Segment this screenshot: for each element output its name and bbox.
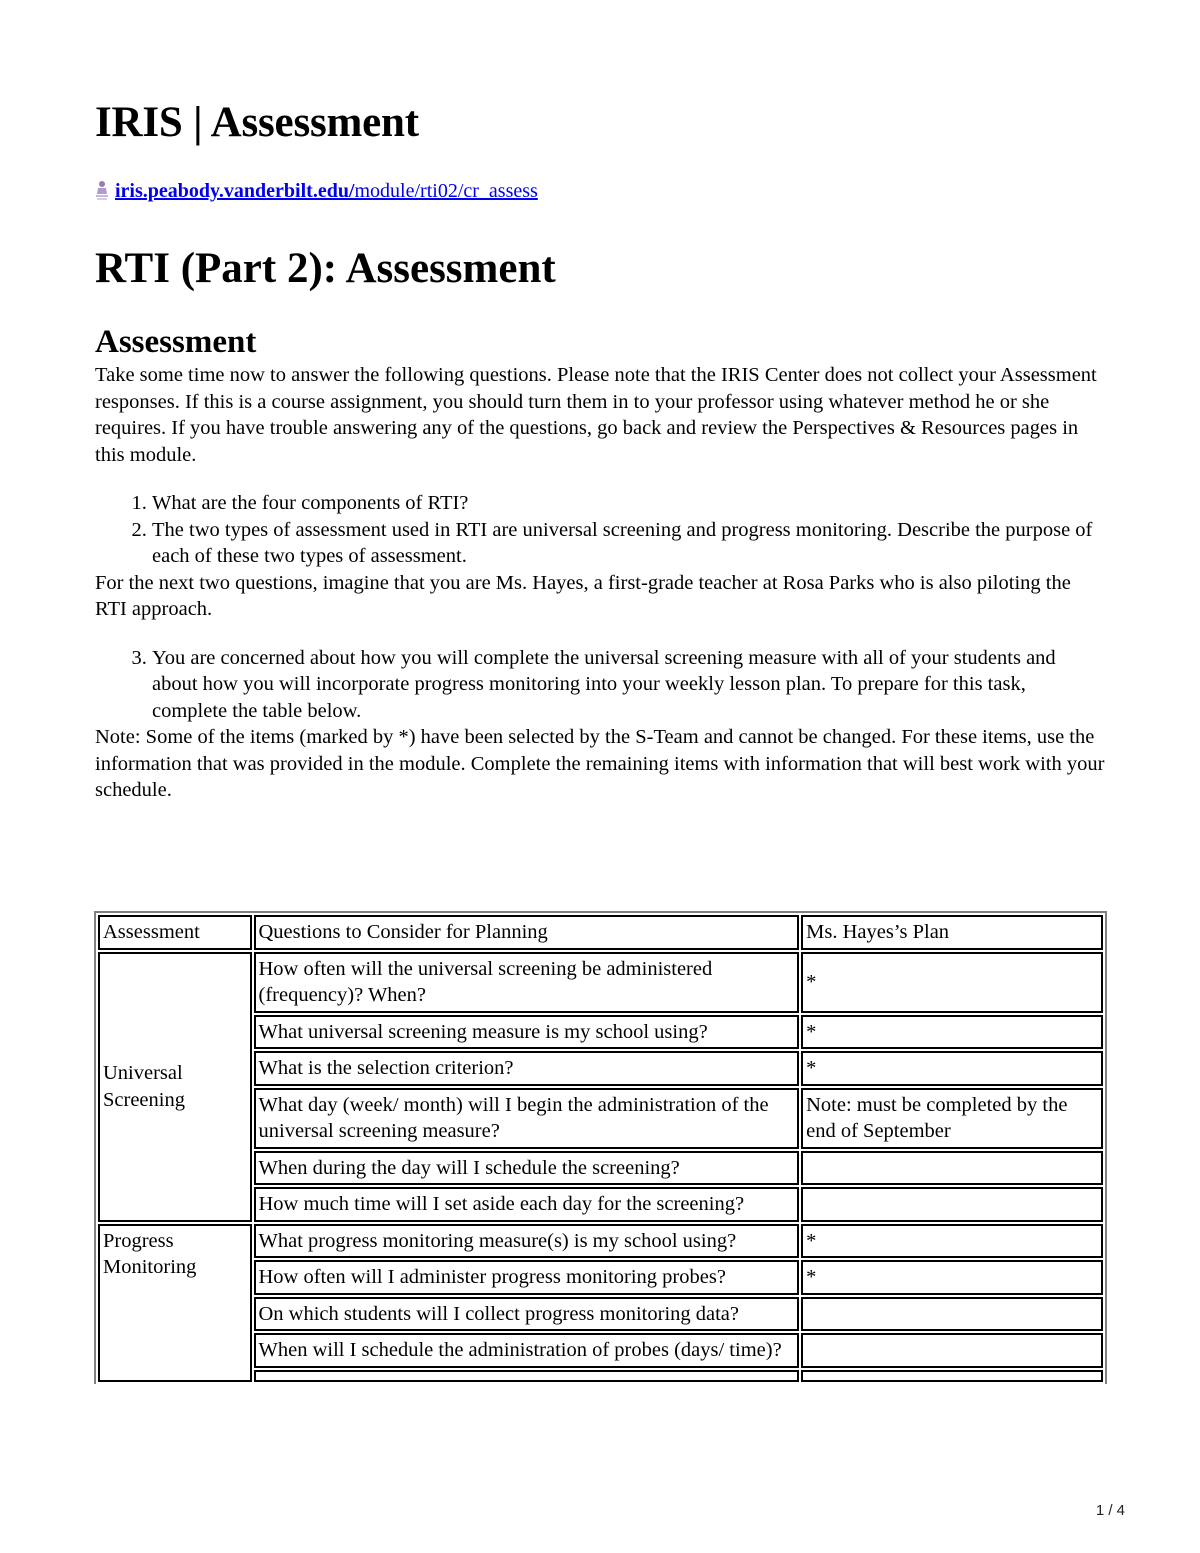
page-number: 1 / 4: [1095, 1502, 1125, 1519]
page-title: RTI (Part 2): Assessment: [95, 245, 556, 292]
plan-cell-continued: [801, 1370, 1103, 1382]
plan-cell[interactable]: *: [801, 1051, 1103, 1086]
url-path: module/rti02/cr_assess: [354, 180, 538, 202]
question-1: 1. What are the four components of RTI?: [152, 490, 1105, 517]
section-title: Assessment: [95, 324, 257, 360]
source-url: [95, 178, 1105, 204]
plan-cell[interactable]: *: [801, 1015, 1103, 1050]
table-row: [98, 952, 1103, 1013]
header-questions: Questions to Consider for Planning: [254, 915, 800, 950]
question-list-2: [95, 645, 1105, 725]
plan-cell[interactable]: [801, 1297, 1103, 1332]
plan-cell[interactable]: Note: must be completed by the end of September: [801, 1088, 1103, 1149]
question-cell: What is the selection criterion?: [254, 1051, 800, 1086]
scenario-paragraph: For the next two questions, imagine that you are Ms. Hayes, a first-grade teacher at Rosa Parks who is also piloting the RTI approach.: [95, 571, 1071, 620]
plan-cell[interactable]: [801, 1151, 1103, 1186]
url-domain: iris.peabody.vanderbilt.edu/: [115, 180, 355, 202]
plan-cell[interactable]: [801, 1333, 1103, 1368]
question-list-1: [95, 490, 1105, 570]
question-cell: What universal screening measure is my school using?: [254, 1015, 800, 1050]
group-progress-monitoring: Progress Monitoring: [98, 1224, 252, 1382]
header-assessment: Assessment: [98, 915, 252, 950]
header-plan: Ms. Hayes’s Plan: [801, 915, 1103, 950]
source-url-link[interactable]: [115, 178, 538, 204]
intro-paragraph: Take some time now to answer the following questions. Please note that the IRIS Center does not collect your Assessment responses. If this is a course assignment, you should turn them in to your professor using whatever method he or she requires. If you have trouble answering any of the questions, go back and review the Perspectives & Resources pages in this module.: [95, 364, 1097, 466]
group-universal-screening: Universal Screening: [98, 952, 252, 1222]
question-cell: On which students will I collect progress monitoring data?: [254, 1297, 800, 1332]
plan-cell[interactable]: *: [801, 1224, 1103, 1259]
plan-cell[interactable]: [801, 1187, 1103, 1222]
question-cell: What progress monitoring measure(s) is my school using?: [254, 1224, 800, 1259]
question-cell: How often will I administer progress monitoring probes?: [254, 1260, 800, 1295]
iris-favicon-icon: [95, 180, 109, 202]
question-cell: How much time will I set aside each day for the screening?: [254, 1187, 800, 1222]
question-cell: What day (week/ month) will I begin the administration of the universal screening measure?: [254, 1088, 800, 1149]
note-paragraph: Note: Some of the items (marked by *) have been selected by the S-Team and cannot be changed. For these items, use the information that was provided in the module. Complete the remaining items with information that will best work with your schedule.: [95, 726, 1105, 801]
table-row: [98, 1224, 1103, 1259]
table-header-row: [98, 915, 1103, 950]
planning-table: [94, 911, 1107, 1384]
plan-cell[interactable]: *: [801, 952, 1103, 1013]
question-cell: How often will the universal screening be administered (frequency)? When?: [254, 952, 800, 1013]
plan-cell[interactable]: *: [801, 1260, 1103, 1295]
site-title: IRIS | Assessment: [95, 99, 419, 146]
question-3: 3. You are concerned about how you will complete the universal screening measure with all of your students and about how you will incorporate progress monitoring into your weekly lesson plan. To prepare for this task, complete the table below.: [152, 645, 1105, 725]
question-cell: When during the day will I schedule the screening?: [254, 1151, 800, 1186]
question-cell-continued: [254, 1370, 800, 1382]
question-cell: When will I schedule the administration of probes (days/ time)?: [254, 1333, 800, 1368]
question-2: 2. The two types of assessment used in RTI are universal screening and progress monitoring. Describe the purpose of each of these two types of assessment.: [152, 517, 1105, 570]
document-page: [95, 98, 1105, 804]
